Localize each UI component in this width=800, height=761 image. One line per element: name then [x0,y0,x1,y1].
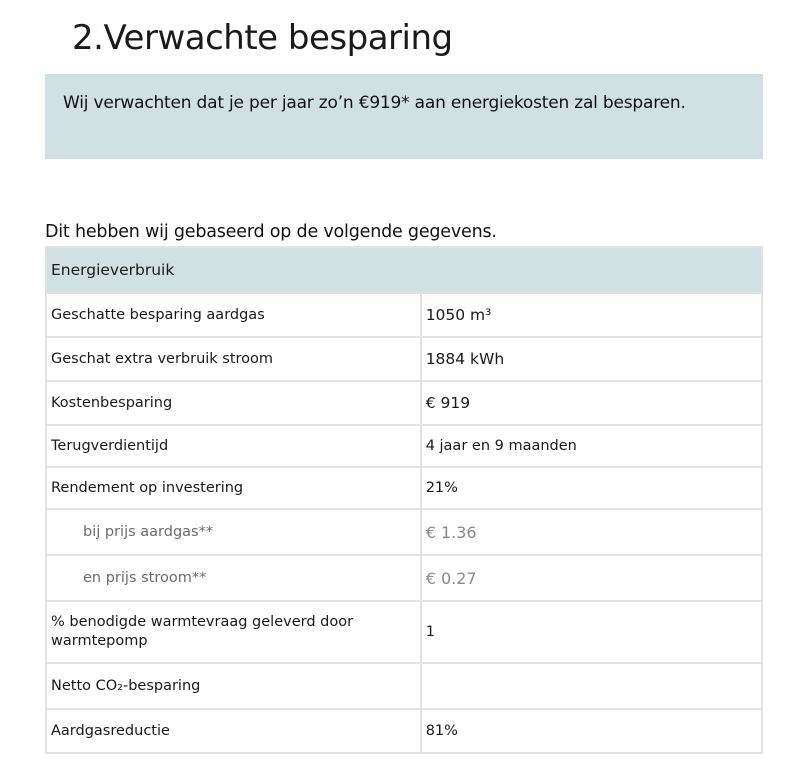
savings-summary-text: Wij verwachten dat je per jaar zo’n €919* aan energiekosten zal besparen. [63,93,686,113]
row-label: Geschat extra verbruik stroom [46,337,421,381]
row-value: € 919 [421,381,762,425]
table-row [46,601,762,663]
table-header-row [46,247,762,293]
table-row [46,509,762,555]
savings-summary-box [45,74,763,159]
row-value: 81% [421,709,762,753]
row-label: % benodigde warmtevraag geleverd door warmtepomp [46,601,421,663]
table-row [46,663,762,709]
table-intro-text: Dit hebben wij gebaseerd op de volgende gegevens. [45,222,497,242]
row-value [421,663,762,709]
section-title: 2.Verwachte besparing [72,18,453,58]
row-label: Terugverdientijd [46,425,421,467]
row-label: Rendement op investering [46,467,421,509]
row-label: Kostenbesparing [46,381,421,425]
row-label: bij prijs aardgas** [46,509,421,555]
row-value: € 0.27 [421,555,762,601]
table-row [46,425,762,467]
row-label: en prijs stroom** [46,555,421,601]
table-row [46,381,762,425]
table-row [46,467,762,509]
table-header-cell: Energieverbruik [46,247,762,293]
row-value: 1884 kWh [421,337,762,381]
row-label: Aardgasreductie [46,709,421,753]
row-label: Netto CO₂-besparing [46,663,421,709]
row-value: 1050 m³ [421,293,762,337]
row-value: 4 jaar en 9 maanden [421,425,762,467]
energy-data-table [45,246,763,754]
table-row [46,337,762,381]
table-row [46,293,762,337]
row-value: € 1.36 [421,509,762,555]
table-row [46,709,762,753]
row-value: 1 [421,601,762,663]
table-row [46,555,762,601]
row-value: 21% [421,467,762,509]
row-label: Geschatte besparing aardgas [46,293,421,337]
